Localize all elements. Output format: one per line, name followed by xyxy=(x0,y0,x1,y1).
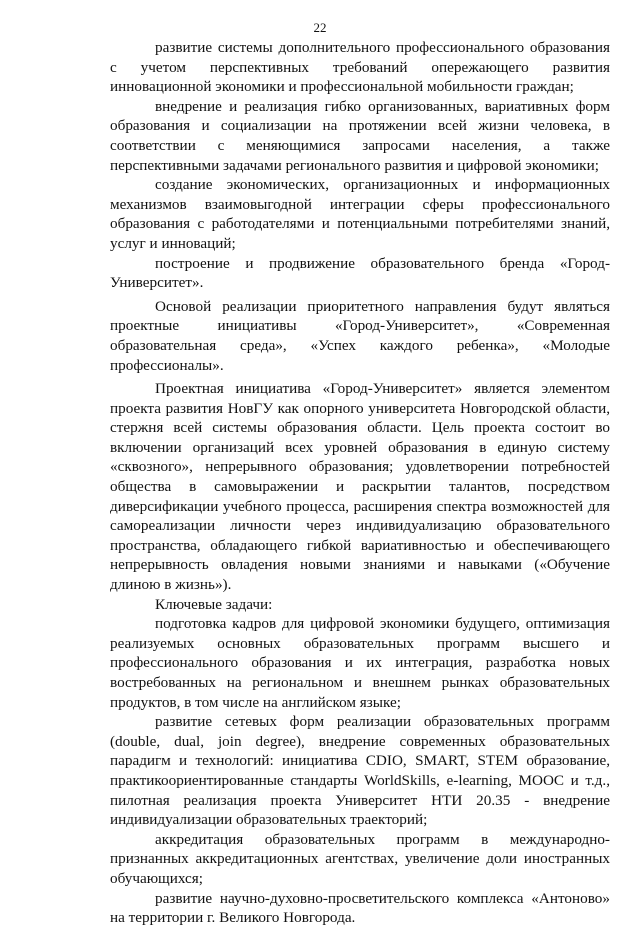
paragraph-additional-education: развитие системы дополнительного профессионального образования с учетом перспективных требований опережающего развития инновационной экономики и профессиональной мобильности граждан; xyxy=(110,39,610,96)
page-number: 22 xyxy=(313,20,327,35)
paragraph-brand: построение и продвижение образовательного бренда «Город-Университет». xyxy=(110,254,610,292)
paragraph-project-initiatives: Основой реализации приоритетного направления будут являться проектные инициативы «Город-Университет», «Современная образовательная среда», «Успех каждого ребенка», «Молодые профессионалы». xyxy=(110,297,610,374)
paragraph-digital-economy: подготовка кадров для цифровой экономики будущего, оптимизация реализуемых основных образовательных программ высшего и профессионального образования и их интеграция, разработка новых востребованных на региональном и внешнем рынках образовательных продуктов, в том числе на английском языке; xyxy=(110,615,610,711)
paragraph-city-university: Проектная инициатива «Город-Университет» является элементом проекта развития НовГУ как опорного университета Новгородской области, стержня всей системы образования области. Цель проекта состоит во включении организаций всех уровней образования в единую систему «сквозного», непрерывного образования; удовлетворении потребностей общества в самовыражении и раскрытии талантов, посредством диверсификации учебного процесса, расширения спектра возможностей для самореализации личности через индивидуализацию образовательного пространства, обладающего гибкой вариативностью и обеспечивающего непрерывность овладения новыми знаниями и навыками («Обучение длиною в жизнь»). xyxy=(110,380,610,594)
paragraph-key-tasks-heading: Ключевые задачи: xyxy=(155,595,273,613)
body-text xyxy=(110,38,610,928)
paragraph-integration-mechanisms: создание экономических, организационных и информационных механизмов взаимовыгодной интеграции сферы профессионального образования с работодателями и потенциальными потребителями знаний, услуг и инноваций; xyxy=(110,176,610,252)
paragraph-network-forms: развитие сетевых форм реализации образовательных программ (double, dual, join degree), внедрение современных образовательных парадигм и технологий: инициатива CDIO, SMART, STEM образование, практикоориентированные стандарты WorldSkills, e-learning, MOOC и т.д., пилотная реализация проекта Университет НТИ 20.35 - внедрение индивидуализации образовательных траекторий; xyxy=(110,713,610,829)
paragraph-accreditation: аккредитация образовательных программ в международно-признанных аккредитационных агентствах, увеличение доли иностранных обучающихся; xyxy=(110,830,610,887)
paragraph-flexible-forms: внедрение и реализация гибко организованных, вариативных форм образования и социализации на протяжении всей жизни человека, в соответствии с меняющимися запросами населения, а также перспективными задачами регионального развития и цифровой экономики; xyxy=(110,97,610,174)
paragraph-antonovo: развитие научно-духовно-просветительского комплекса «Антоново» на территории г. Великого Новгорода. xyxy=(110,889,610,927)
